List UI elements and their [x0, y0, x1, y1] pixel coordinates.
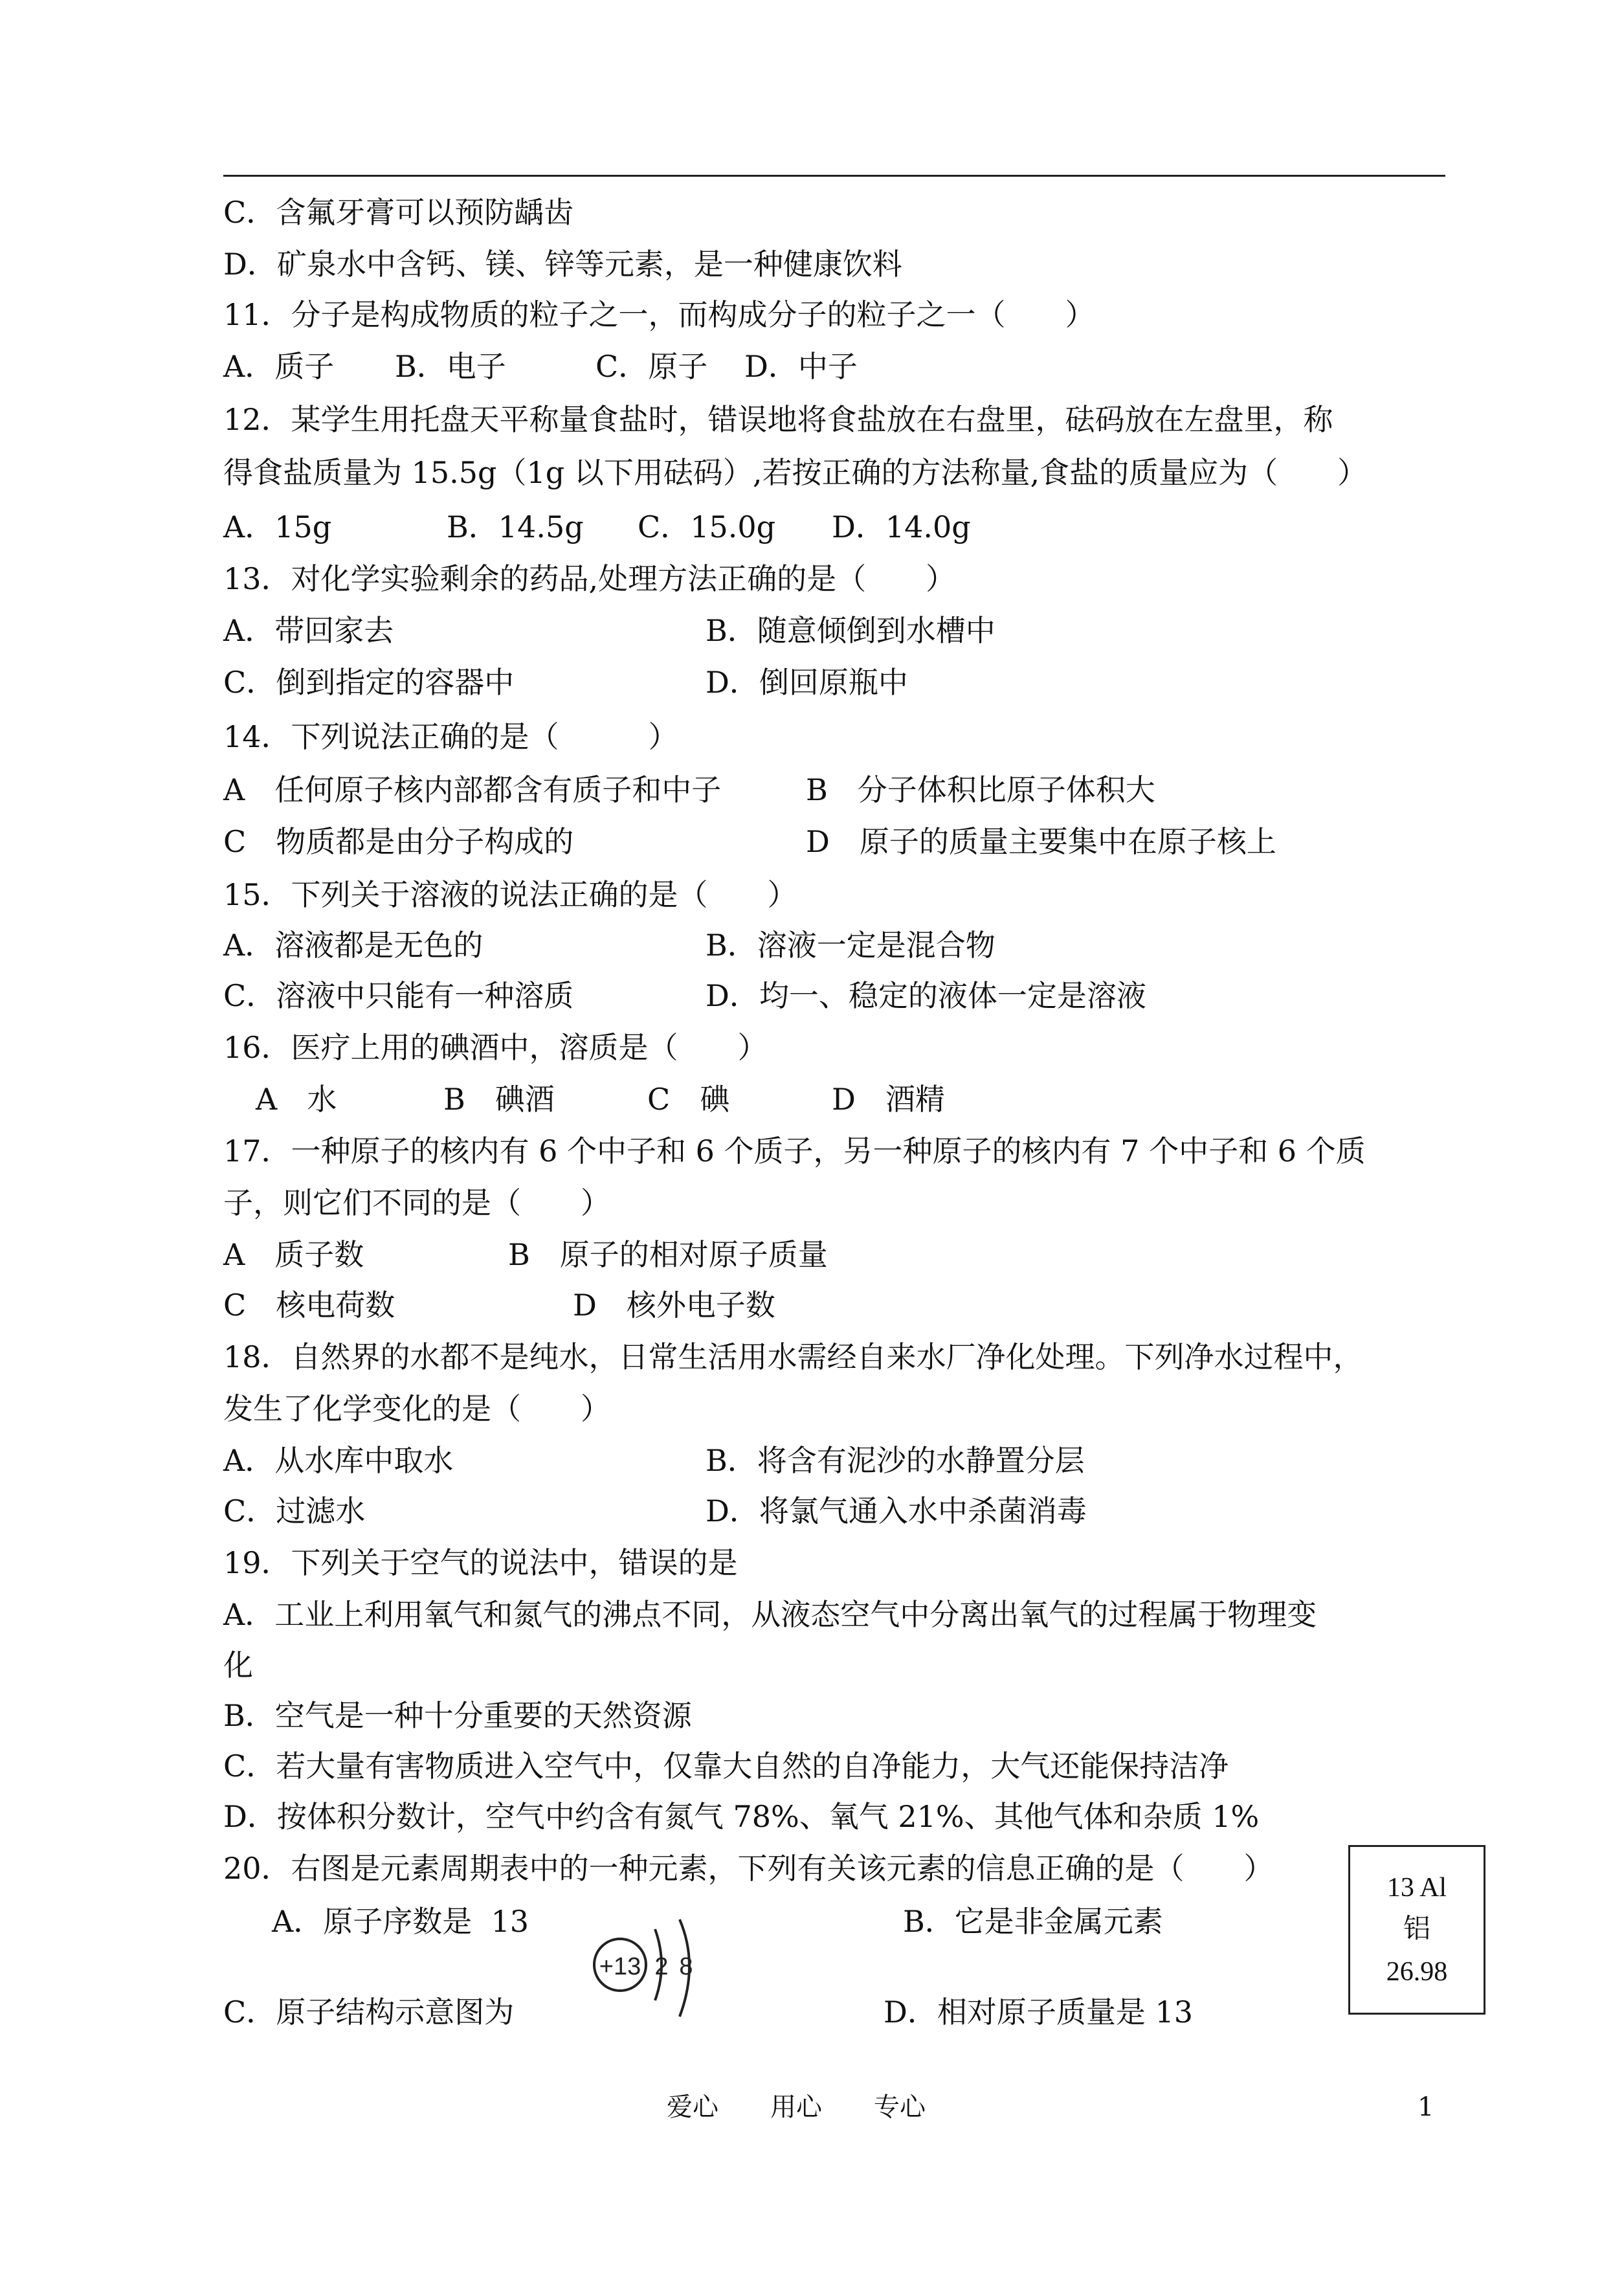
element-number-symbol: 13 Al	[1386, 1873, 1447, 1903]
q13-option-b: B．随意倾倒到水槽中	[706, 613, 996, 648]
q18-stem-line2: 发生了化学变化的是（ ）	[223, 1391, 610, 1426]
q14-option-a: A 任何原子核内部都含有质子和中子	[223, 772, 722, 807]
q19-stem: 19．下列关于空气的说法中，错误的是	[223, 1545, 738, 1580]
q19-option-a-line1: A．工业上利用氧气和氮气的沸点不同，从液态空气中分离出氧气的过程属于物理变	[223, 1597, 1317, 1632]
nucleus-charge: +13	[599, 1953, 641, 1980]
q13-option-c: C．倒到指定的容器中	[223, 665, 515, 700]
shell-2-electrons: 8	[679, 1953, 693, 1980]
q19-option-a-line2: 化	[223, 1648, 253, 1683]
q20-option-b: B．它是非金属元素	[903, 1904, 1163, 1939]
q11-option-b: B．电子	[395, 349, 506, 384]
q12-stem-line2: 得食盐质量为 15.5g（1g 以下用砝码）,若按正确的方法称量,食盐的质量应为（ ）	[223, 455, 1368, 490]
element-mass: 26.98	[1386, 1957, 1448, 1987]
q16-option-d: D 酒精	[832, 1082, 945, 1117]
atom-structure-diagram	[589, 1916, 706, 2026]
q17-option-d: D 核外电子数	[573, 1288, 775, 1323]
q12-stem-line1: 12．某学生用托盘天平称量食盐时，错误地将食盐放在右盘里，砝码放在左盘里，称	[223, 402, 1333, 437]
q19-option-b: B．空气是一种十分重要的天然资源	[223, 1698, 692, 1733]
q11-option-d: D．中子	[744, 349, 858, 384]
q18-option-d: D．将氯气通入水中杀菌消毒	[706, 1493, 1087, 1528]
q20-option-c: C．原子结构示意图为	[223, 1995, 515, 2030]
q11-stem: 11．分子是构成物质的粒子之一，而构成分子的粒子之一（ ）	[223, 297, 1095, 332]
q17-stem-line2: 子，则它们不同的是（ ）	[223, 1185, 610, 1220]
page-number: 1	[1418, 2092, 1434, 2122]
q14-option-d: D 原子的质量主要集中在原子核上	[806, 824, 1276, 859]
q20-option-d: D．相对原子质量是 13	[884, 1995, 1194, 2030]
q11-option-c: C．原子	[595, 349, 708, 384]
q19-option-d: D．按体积分数计，空气中约含有氮气 78%、氧气 21%、其他气体和杂质 1%	[223, 1799, 1260, 1834]
q15-option-a: A．溶液都是无色的	[223, 928, 484, 963]
q12-option-d: D．14.0g	[832, 509, 971, 544]
q15-option-b: B．溶液一定是混合物	[706, 928, 996, 963]
element-name: 铝	[1403, 1914, 1430, 1944]
q18-option-b: B．将含有泥沙的水静置分层	[706, 1443, 1085, 1478]
shell-1-electrons: 2	[654, 1953, 669, 1980]
q15-option-c: C．溶液中只能有一种溶质	[223, 978, 574, 1013]
q17-option-b: B 原子的相对原子质量	[508, 1237, 828, 1272]
q13-option-d: D．倒回原瓶中	[706, 665, 908, 700]
q18-option-c: C．过滤水	[223, 1493, 366, 1528]
q14-option-b: B 分子体积比原子体积大	[806, 772, 1155, 807]
q14-option-c: C 物质都是由分子构成的	[223, 824, 574, 859]
q16-option-a: A 水	[256, 1082, 337, 1117]
q17-option-c: C 核电荷数	[223, 1288, 395, 1323]
q13-stem: 13．对化学实验剩余的药品,处理方法正确的是（ ）	[223, 561, 956, 596]
header-rule	[223, 175, 1445, 177]
q18-option-a: A．从水库中取水	[223, 1443, 454, 1478]
element-card	[1348, 1845, 1485, 2015]
q17-stem-line1: 17．一种原子的核内有 6 个中子和 6 个质子，另一种原子的核内有 7 个中子和 6 个质	[223, 1134, 1366, 1169]
q10-option-d: D．矿泉水中含钙、镁、锌等元素，是一种健康饮料	[223, 247, 902, 282]
footer-motto: 爱心 用心 专心	[667, 2092, 926, 2122]
q11-option-a: A．质子	[223, 349, 335, 384]
q20-option-a: A．原子序数是 13	[272, 1904, 529, 1939]
q19-option-c: C．若大量有害物质进入空气中，仅靠大自然的自净能力，大气还能保持洁净	[223, 1749, 1229, 1784]
q17-option-a: A 质子数	[223, 1237, 364, 1272]
q14-stem: 14．下列说法正确的是（ ）	[223, 719, 678, 754]
q16-option-b: B 碘酒	[443, 1082, 555, 1117]
q12-option-a: A．15g	[223, 509, 332, 544]
q20-stem: 20．右图是元素周期表中的一种元素，下列有关该元素的信息正确的是（ ）	[223, 1851, 1274, 1886]
q10-option-c: C．含氟牙膏可以预防龋齿	[223, 195, 574, 230]
q12-option-c: C．15.0g	[638, 509, 776, 544]
q15-stem: 15．下列关于溶液的说法正确的是（ ）	[223, 877, 797, 912]
q12-option-b: B．14.5g	[447, 509, 584, 544]
q16-option-c: C 碘	[647, 1082, 730, 1117]
q15-option-d: D．均一、稳定的液体一定是溶液	[706, 978, 1146, 1013]
q13-option-a: A．带回家去	[223, 613, 394, 648]
q18-stem-line1: 18．自然界的水都不是纯水，日常生活用水需经自来水厂净化处理。下列净水过程中，	[223, 1339, 1363, 1374]
q16-stem: 16．医疗上用的碘酒中，溶质是（ ）	[223, 1030, 768, 1065]
